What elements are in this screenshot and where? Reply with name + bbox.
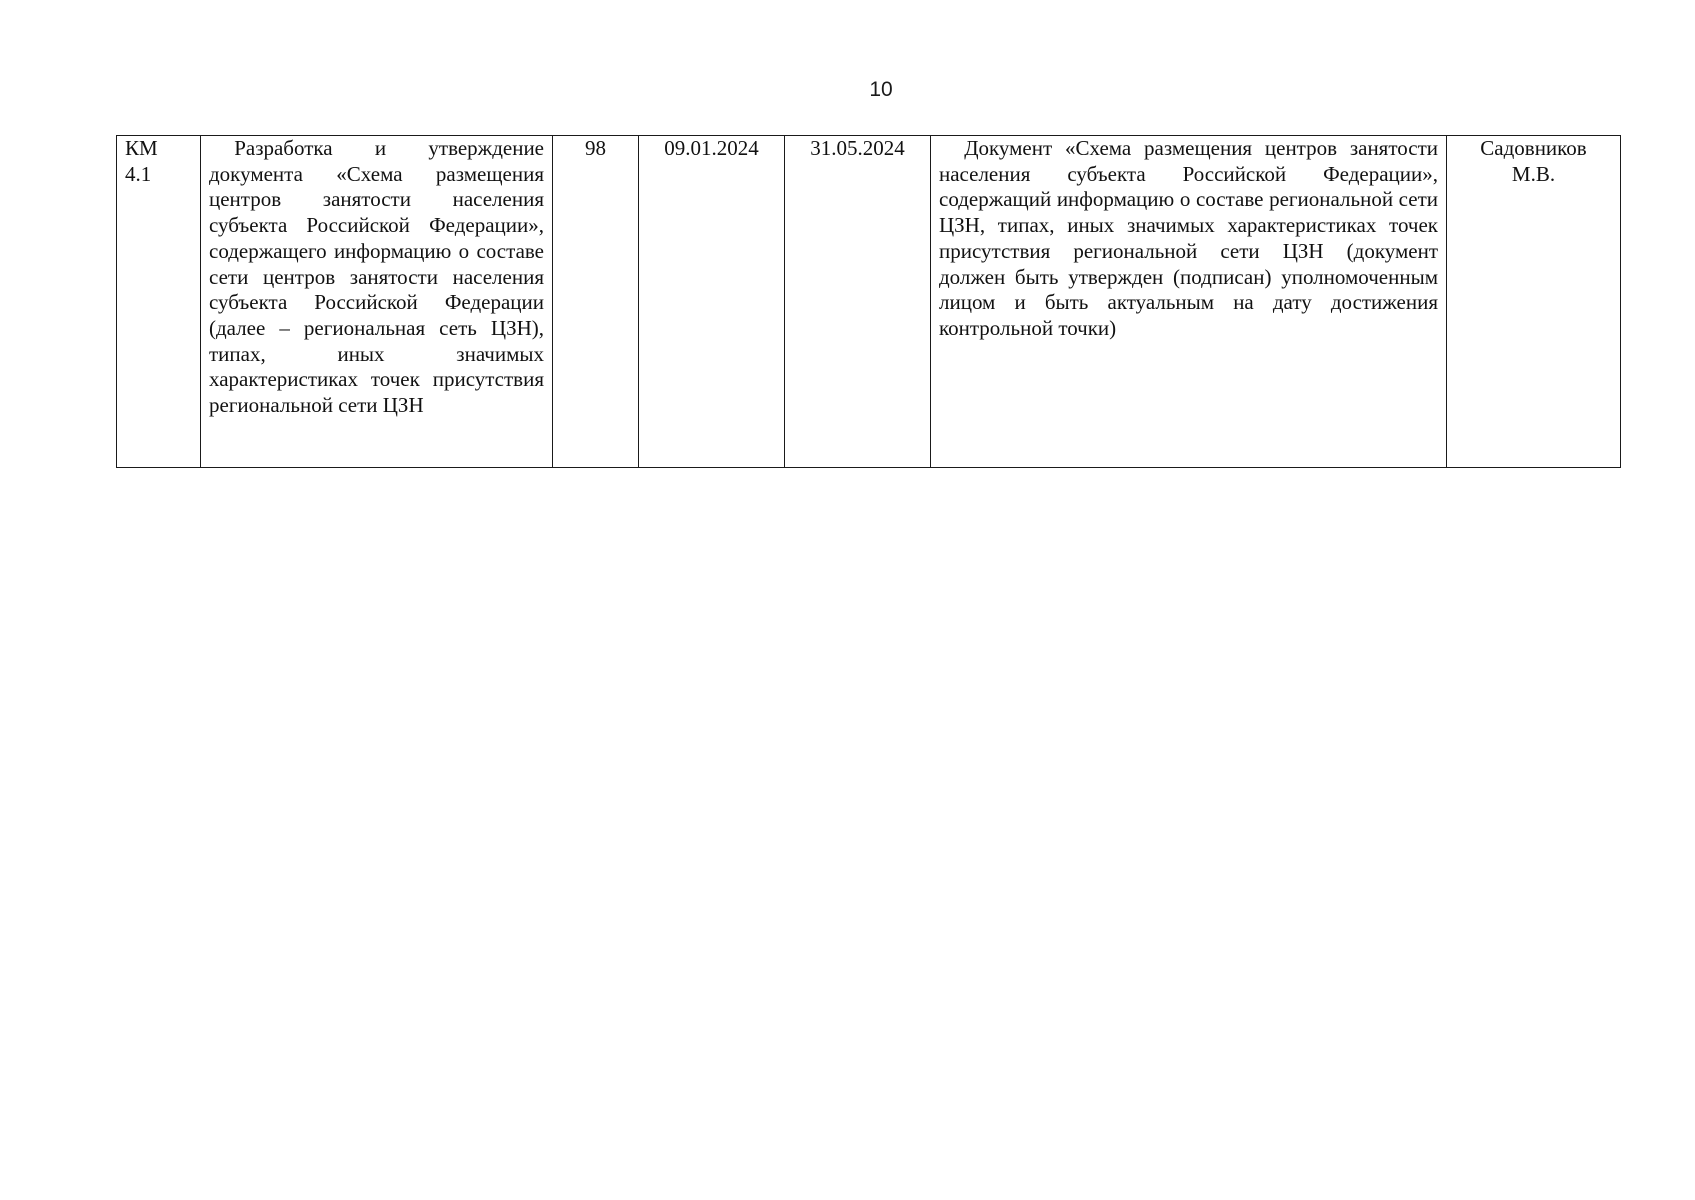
- control-point-number: 98: [585, 136, 606, 160]
- control-point-number-cell: [553, 136, 639, 468]
- page-number: 10: [869, 78, 893, 101]
- result-document-cell: [931, 136, 1447, 468]
- result-document: Документ «Схема размещения центров занятости населения субъекта Российской Федерации», содержащий информацию о составе региональной сети ЦЗН, типах, иных значимых характеристиках точек присутствия региональной сети ЦЗН (документ должен быть утвержден (подписан) уполномоченным лицом и быть актуальным на дату достижения контрольной точки): [939, 136, 1438, 340]
- control-point-name-cell: [201, 136, 553, 468]
- start-date-cell: [639, 136, 785, 468]
- end-date-cell: [785, 136, 931, 468]
- control-point-name: Разработка и утверждение документа «Схема размещения центров занятости населения субъекта Российской Федерации», содержащего информацию о составе сети центров занятости населения субъекта Российской Федерации (далее – региональная сеть ЦЗН), типах, иных значимых характеристиках точек присутствия региональной сети ЦЗН: [209, 136, 544, 418]
- end-date: 31.05.2024: [810, 136, 905, 160]
- control-point-code-cell: [117, 136, 201, 468]
- start-date: 09.01.2024: [664, 136, 759, 160]
- control-point-table: [116, 135, 1621, 468]
- responsible-cell: [1447, 136, 1621, 468]
- table-row: [117, 136, 1621, 468]
- responsible-person: Садовников М.В.: [1480, 136, 1587, 186]
- control-point-code: КМ 4.1: [125, 136, 158, 186]
